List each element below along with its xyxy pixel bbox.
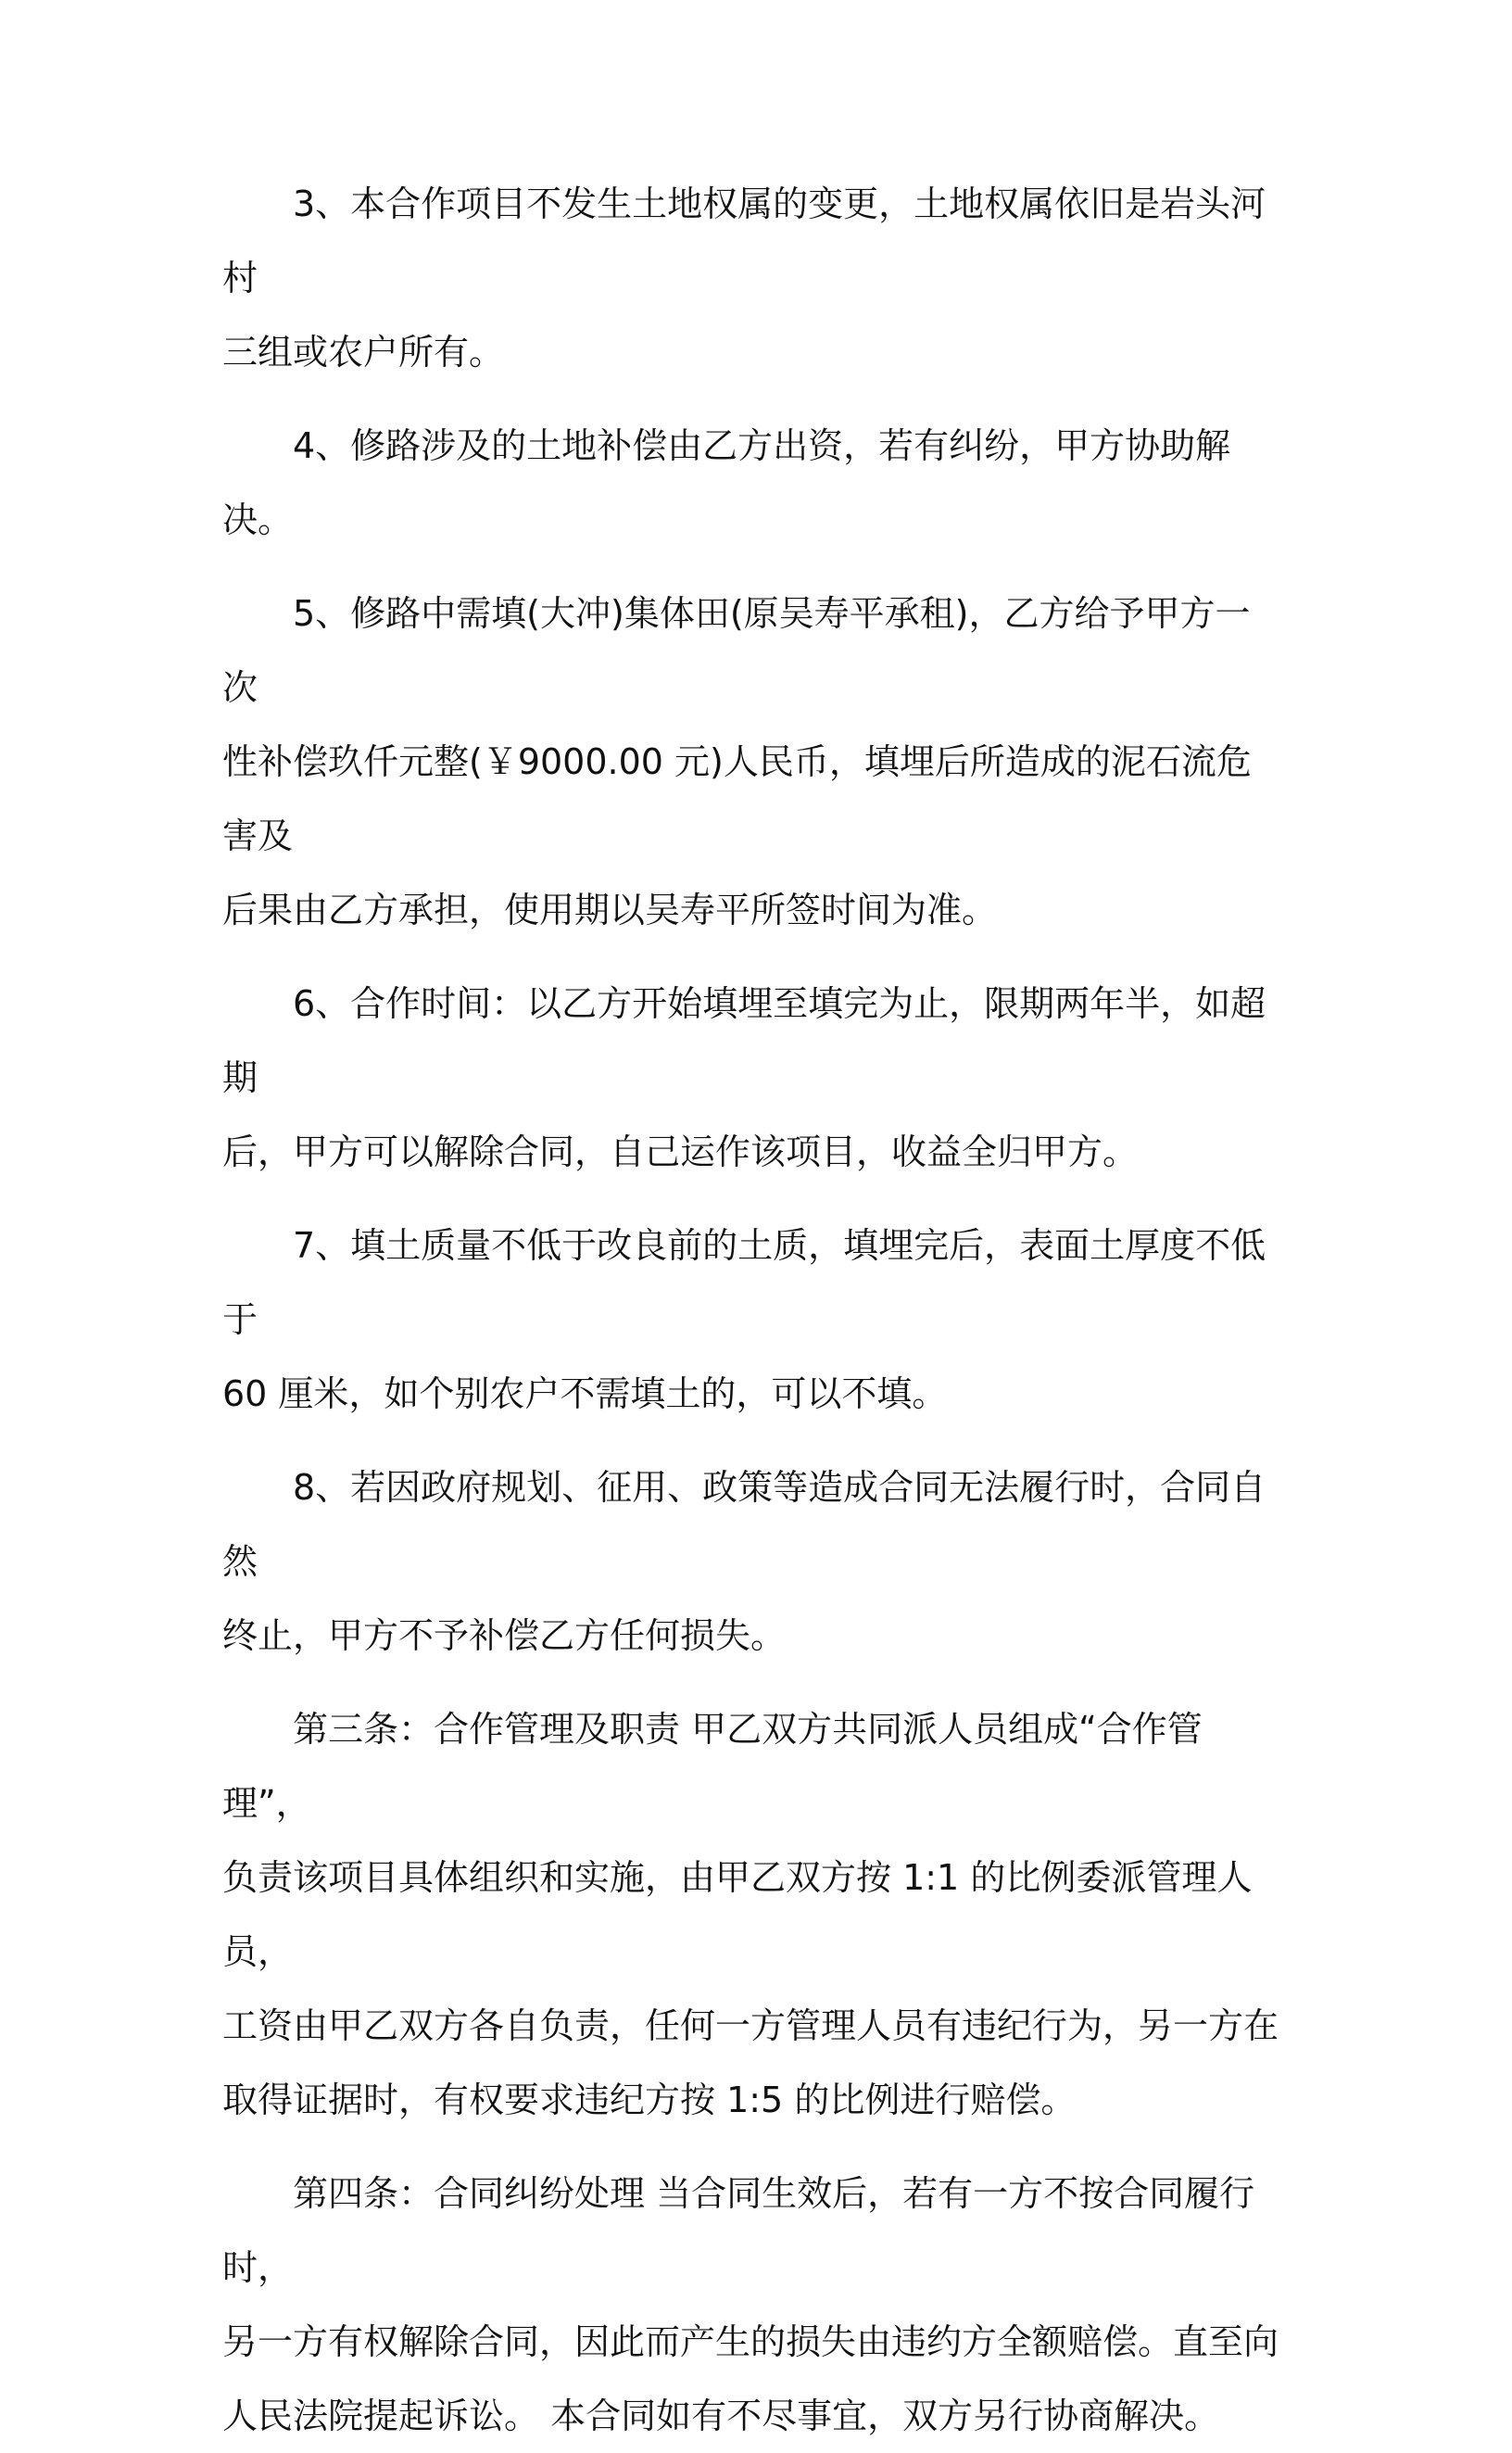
paragraph-line: 后，甲方可以解除合同，自己运作该项目，收益全归甲方。 bbox=[222, 1132, 1139, 1172]
paragraph-clause-5 bbox=[222, 576, 1279, 947]
paragraph-clause-3 bbox=[222, 167, 1279, 389]
paragraph-clause-8 bbox=[222, 1450, 1279, 1673]
paragraph-clause-6 bbox=[222, 967, 1279, 1189]
paragraph-clause-4 bbox=[222, 409, 1279, 557]
paragraph-line: 7、填土质量不低于改良前的土质，填埋完后，表面土厚度不低于 bbox=[222, 1225, 1266, 1340]
paragraph-line: 第四条：合同纠纷处理 当合同生效后，若有一方不按合同履行时， bbox=[222, 2173, 1255, 2288]
paragraph-line: 三组或农户所有。 bbox=[222, 332, 505, 373]
paragraph-article-4 bbox=[222, 2156, 1279, 2453]
paragraph-line: 取得证据时，有权要求违纪方按 1:5 的比例进行赔偿。 bbox=[222, 2080, 1077, 2120]
paragraph-line: 性补偿玖仟元整(￥9000.00 元)人民币，填埋后所造成的泥石流危害及 bbox=[222, 741, 1252, 856]
paragraph-line: 人民法院提起诉讼。 本合同如有不尽事宜，双方另行协商解决。 bbox=[222, 2396, 1220, 2436]
paragraph-line: 后果由乙方承担，使用期以吴寿平所签时间为准。 bbox=[222, 890, 998, 930]
paragraph-line: 3、本合作项目不发生土地权属的变更，土地权属依旧是岩头河村 bbox=[222, 183, 1266, 298]
paragraph-line: 负责该项目具体组织和实施，由甲乙双方按 1:1 的比例委派管理人员， bbox=[222, 1857, 1253, 1972]
paragraph-line: 终止，甲方不予补偿乙方任何损失。 bbox=[222, 1615, 787, 1656]
paragraph-line: 第三条：合作管理及职责 甲乙双方共同派人员组成“合作管理”， bbox=[222, 1709, 1203, 1824]
paragraph-clause-7 bbox=[222, 1208, 1279, 1431]
paragraph-line: 5、修路中需填(大冲)集体田(原吴寿平承租)，乙方给予甲方一次 bbox=[222, 593, 1251, 708]
paragraph-line: 4、修路涉及的土地补偿由乙方出资，若有纠纷，甲方协助解决。 bbox=[222, 425, 1231, 540]
paragraph-line: 6、合作时间：以乙方开始填埋至填完为止，限期两年半，如超期 bbox=[222, 983, 1266, 1098]
paragraph-article-3 bbox=[222, 1692, 1279, 2137]
document-body bbox=[222, 167, 1279, 2453]
paragraph-line: 60 厘米，如个别农户不需填土的，可以不填。 bbox=[222, 1373, 948, 1414]
paragraph-line: 工资由甲乙双方各自负责，任何一方管理人员有违纪行为，另一方在 bbox=[222, 2005, 1279, 2046]
paragraph-line: 另一方有权解除合同，因此而产生的损失由违约方全额赔偿。直至向 bbox=[222, 2321, 1279, 2362]
paragraph-line: 8、若因政府规划、征用、政策等造成合同无法履行时，合同自然 bbox=[222, 1467, 1266, 1582]
